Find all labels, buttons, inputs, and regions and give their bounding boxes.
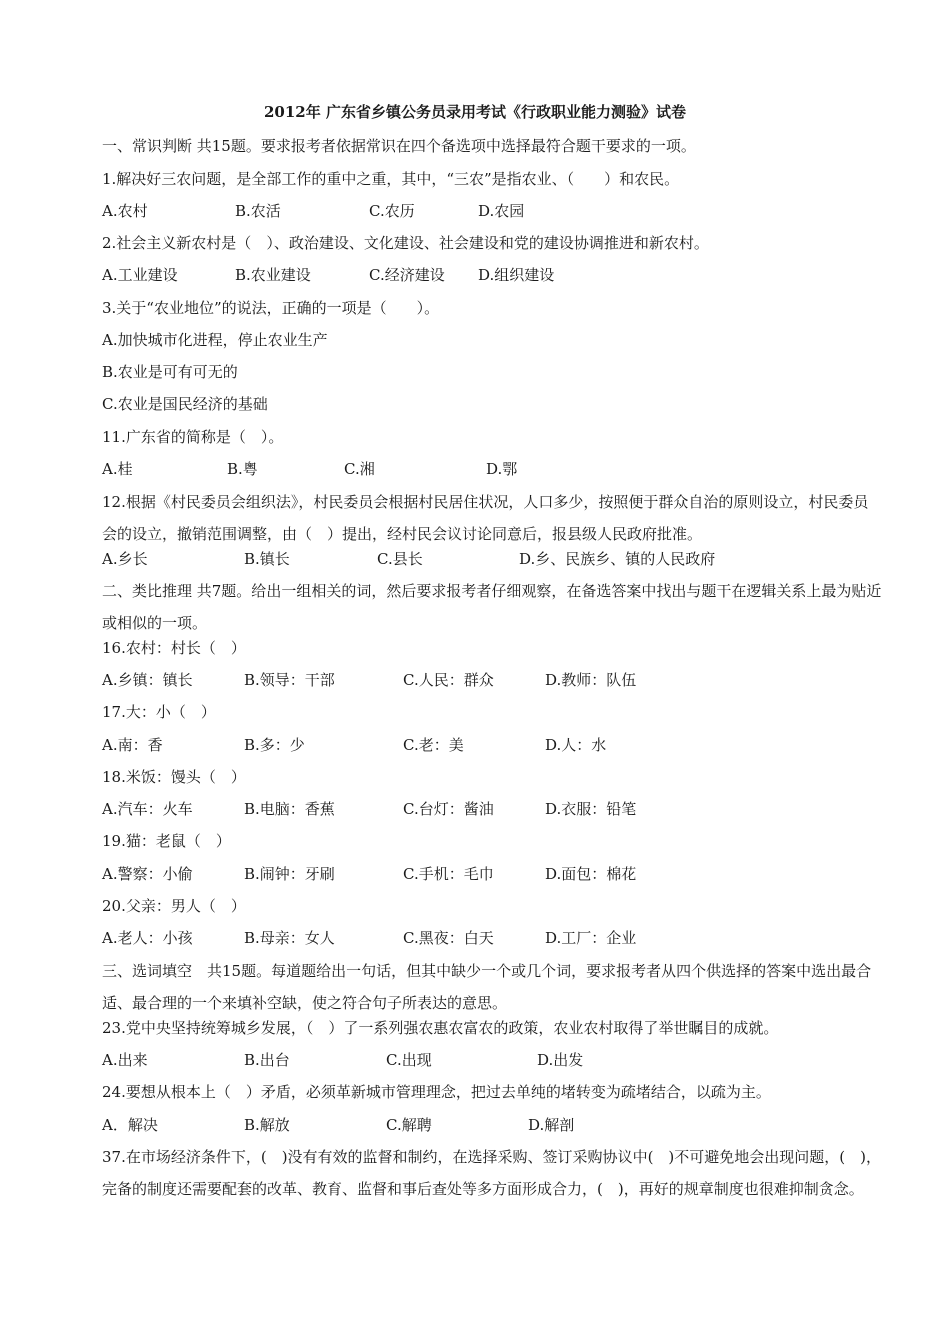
option-a: A.汽车：火车 xyxy=(102,800,193,818)
question-stem: 19.猫：老鼠（ ） xyxy=(102,832,231,850)
question-stem: 16.农村：村长（ ） xyxy=(102,639,246,657)
option-a: A.工业建设 xyxy=(102,266,178,284)
question-stem: 20.父亲：男人（ ） xyxy=(102,897,246,915)
option-c: C.出现 xyxy=(386,1051,432,1069)
question-stem: 18.米饭：馒头（ ） xyxy=(102,768,246,786)
option-a: A.农村 xyxy=(102,202,148,220)
question-stem: 2.社会主义新农村是（ ）、政治建设、文化建设、社会建设和党的建设协调推进和新农村。 xyxy=(102,234,709,252)
option-b: B.多：少 xyxy=(244,736,305,754)
option-d: D.面包：棉花 xyxy=(545,865,637,883)
option-d: D.人：水 xyxy=(545,736,607,754)
option-b: B.解放 xyxy=(244,1116,290,1134)
option-a: A.出来 xyxy=(102,1051,148,1069)
option-d: D.工厂：企业 xyxy=(545,929,637,947)
option-b: B.镇长 xyxy=(244,550,290,568)
section-2-intro: 二、类比推理 共7题。给出一组相关的词，然后要求报考者仔细观察，在备选答案中找出与题干在逻辑关系上最为贴近或相似的一项。 xyxy=(102,582,882,632)
page-title: 2012年 广东省乡镇公务员录用考试《行政职业能力测验》试卷 xyxy=(264,103,686,121)
question-stem: 1.解决好三农问题，是全部工作的重中之重，其中，“三农”是指农业、（ ）和农民。 xyxy=(102,170,680,188)
option-d: D.组织建设 xyxy=(478,266,555,284)
section-3-intro: 三、选词填空 共15题。每道题给出一句话，但其中缺少一个或几个词，要求报考者从四个供选择的答案中选出最合适、最合理的一个来填补空缺，使之符合句子所表达的意思。 xyxy=(102,962,872,1012)
question-stem: 17.大：小（ ） xyxy=(102,703,216,721)
question-stem: 11.广东省的简称是（ ）。 xyxy=(102,428,284,446)
option-a: A.加快城市化进程，停止农业生产 xyxy=(102,331,328,349)
option-a: A.警察：小偷 xyxy=(102,865,193,883)
option-d: D.出发 xyxy=(537,1051,584,1069)
option-b: B.领导：干部 xyxy=(244,671,335,689)
option-b: B.农活 xyxy=(235,202,281,220)
question-stem: 12.根据《村民委员会组织法》，村民委员会根据村民居住状况，人口多少，按照便于群众自治的原则设立，村民委员会的设立，撤销范围调整，由（ ）提出，经村民会议讨论同意后，报县级人民政府批准。 xyxy=(102,493,869,543)
option-b: B.粤 xyxy=(227,460,258,478)
option-b: B.闹钟：牙刷 xyxy=(244,865,335,883)
question-stem: 37.在市场经济条件下，( )没有有效的监督和制约，在选择采购、签订采购协议中( )不可避免地会出现问题，( )，完备的制度还需要配套的改革、教育、监督和事后查处等多方面形成合力，( )，再好的规章制度也很难抑制贪念。 xyxy=(102,1148,881,1198)
option-d: D.乡、民族乡、镇的人民政府 xyxy=(519,550,716,568)
option-c: C.解聘 xyxy=(386,1116,432,1134)
question-stem: 23.党中央坚持统筹城乡发展，（ ）了一系列强农惠农富农的政策，农业农村取得了举世瞩目的成就。 xyxy=(102,1019,779,1037)
option-d: D.衣服：铅笔 xyxy=(545,800,637,818)
option-a: A.老人：小孩 xyxy=(102,929,193,947)
option-c: C.农业是国民经济的基础 xyxy=(102,395,268,413)
option-a: A．解决 xyxy=(102,1116,158,1134)
option-a: A.乡长 xyxy=(102,550,148,568)
option-b: B.农业建设 xyxy=(235,266,311,284)
option-d: D.农园 xyxy=(478,202,525,220)
option-c: C.农历 xyxy=(369,202,415,220)
option-d: D.教师：队伍 xyxy=(545,671,637,689)
section-1-intro: 一、常识判断 共15题。要求报考者依据常识在四个备选项中选择最符合题干要求的一项。 xyxy=(102,137,696,155)
option-b: B.电脑：香蕉 xyxy=(244,800,335,818)
option-c: C.台灯：酱油 xyxy=(403,800,494,818)
option-c: C.湘 xyxy=(344,460,375,478)
option-c: C.老：美 xyxy=(403,736,464,754)
option-b: B.农业是可有可无的 xyxy=(102,363,238,381)
option-c: C.人民：群众 xyxy=(403,671,494,689)
option-a: A.桂 xyxy=(102,460,133,478)
option-a: A.乡镇：镇长 xyxy=(102,671,193,689)
option-a: A.南：香 xyxy=(102,736,163,754)
option-b: B.出台 xyxy=(244,1051,290,1069)
option-c: C.手机：毛巾 xyxy=(403,865,494,883)
question-stem: 24.要想从根本上（ ）矛盾，必须革新城市管理理念，把过去单纯的堵转变为疏堵结合，以疏为主。 xyxy=(102,1083,771,1101)
option-b: B.母亲：女人 xyxy=(244,929,335,947)
option-c: C.县长 xyxy=(377,550,423,568)
option-c: C.黑夜：白天 xyxy=(403,929,494,947)
option-d: D.鄂 xyxy=(486,460,518,478)
option-c: C.经济建设 xyxy=(369,266,445,284)
question-stem: 3.关于“农业地位”的说法，正确的一项是（ ）。 xyxy=(102,299,440,317)
option-d: D.解剖 xyxy=(528,1116,575,1134)
